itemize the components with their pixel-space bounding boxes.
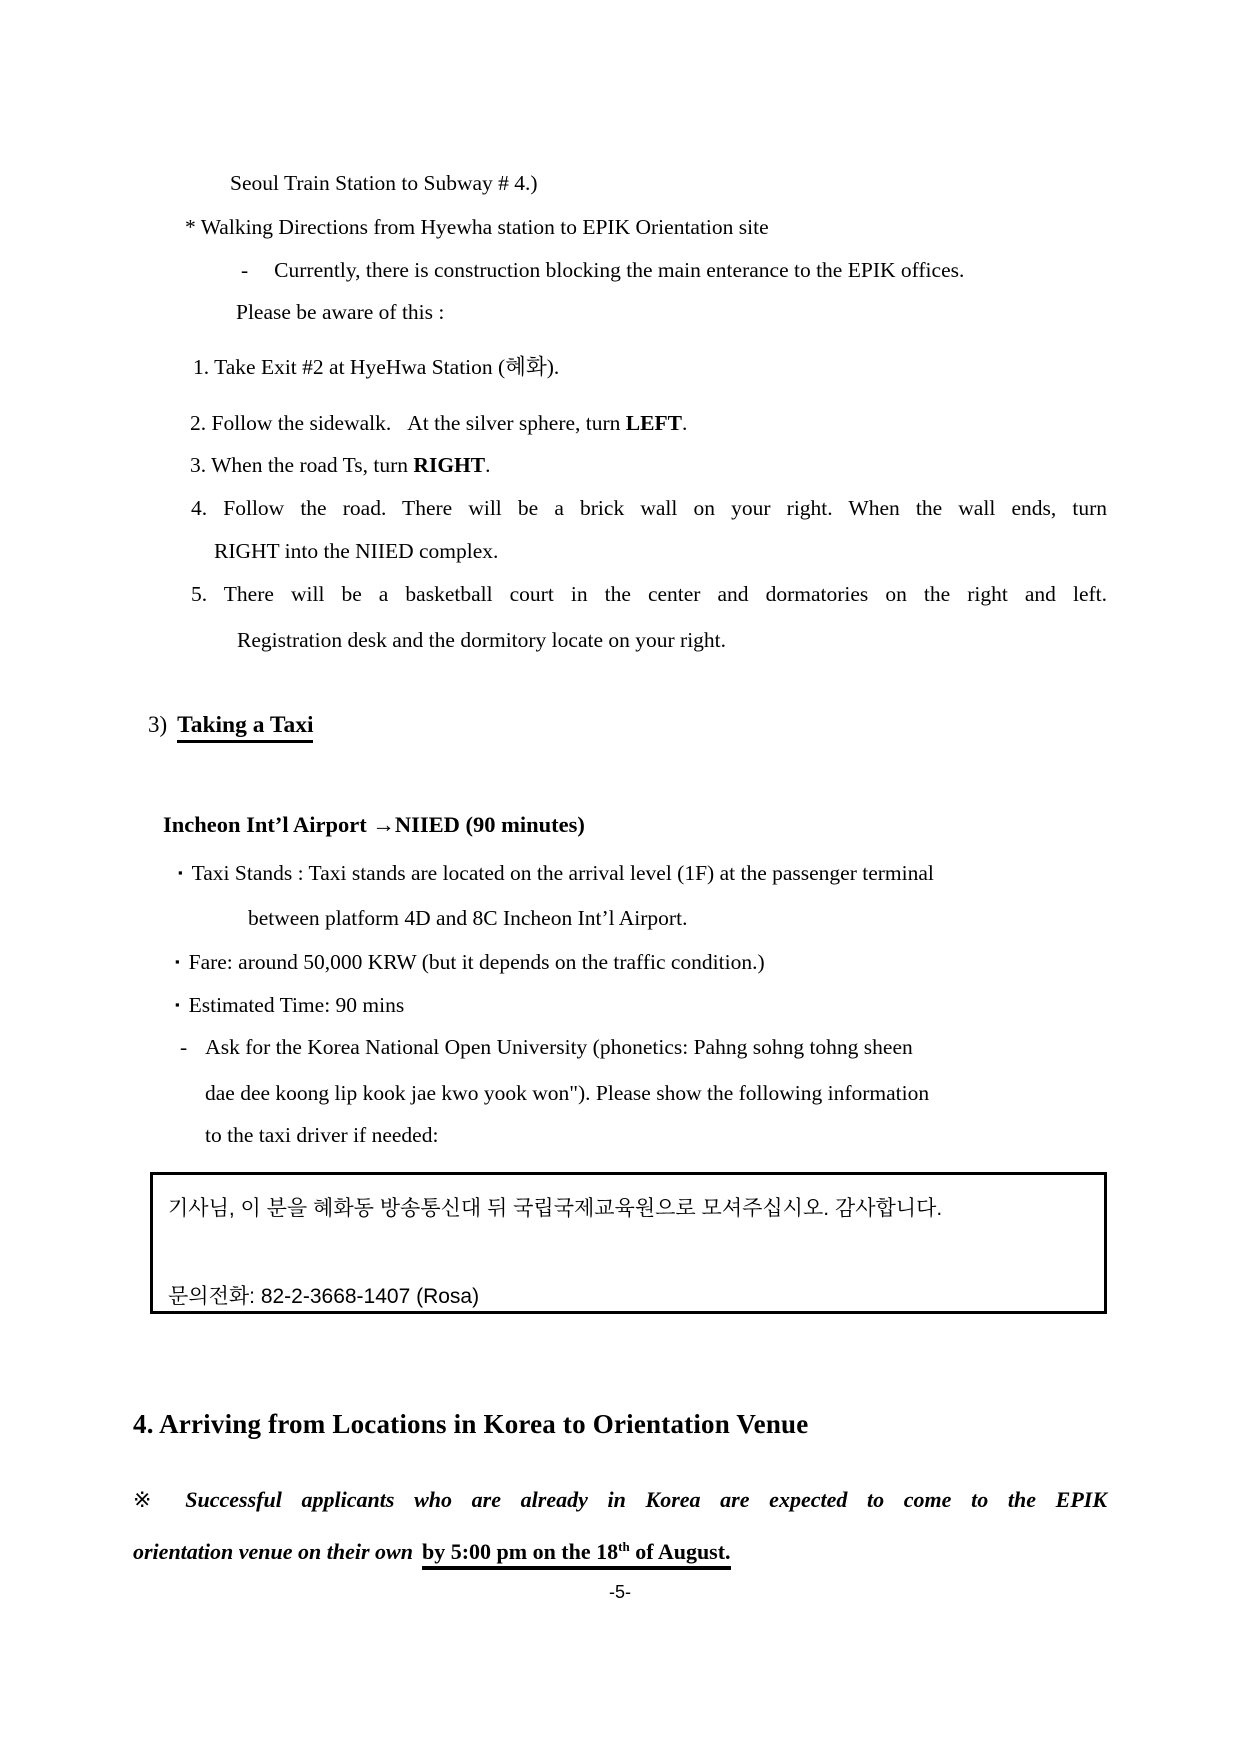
construction-note-text: Currently, there is construction blocking the main enterance to the EPIK offices. [274, 258, 965, 282]
driver-message-box [150, 1172, 1107, 1314]
note-line2-italic: orientation venue on their own [133, 1539, 413, 1564]
bullet-icon: ▪ [178, 865, 183, 880]
ask-line2: dae dee koong lip kook jae kwo yook won"). Please show the following information [205, 1081, 930, 1105]
driver-phone-line: 문의전화: 82-2-3668-1407 (Rosa) [168, 1285, 480, 1308]
step-1: 1. Take Exit #2 at HyeHwa Station (혜화). [193, 355, 560, 379]
dash-glyph: - [180, 1035, 188, 1059]
step-3-bold: RIGHT [413, 453, 486, 477]
estimated-time-text: Estimated Time: 90 mins [188, 993, 405, 1017]
taxi-section-number: 3) [148, 712, 168, 737]
step-4-line1: 4. Follow the road. There will be a brick wall on your right. When the wall ends, turn [191, 496, 1107, 520]
fare-text: Fare: around 50,000 KRW (but it depends on the traffic condition.) [188, 950, 765, 974]
ask-line1 [180, 1034, 913, 1060]
step-3-pre: 3. When the road Ts, turn [190, 453, 414, 477]
fare-line [175, 949, 765, 975]
taxi-stands-text: Taxi Stands : Taxi stands are located on the arrival level (1F) at the passenger terminal [191, 861, 934, 885]
deadline-superscript: th [618, 1539, 630, 1554]
subway-note-line: Seoul Train Station to Subway # 4.) [230, 171, 538, 195]
taxi-section-title: Taking a Taxi [177, 712, 313, 743]
taxi-section-heading [148, 712, 313, 738]
bullet-icon: ▪ [175, 997, 180, 1012]
ask-line1-text: Ask for the Korea National Open University (phonetics: Pahng sohng tohng sheen [205, 1035, 913, 1059]
step-5-line1: 5. There will be a basketball court in the center and dormatories on the right and left. [191, 582, 1107, 606]
airport-route-heading: Incheon Int’l Airport →NIIED (90 minutes) [163, 812, 585, 837]
note-line1-text: Successful applicants who are already in Korea are expected to come to the EPIK [185, 1487, 1108, 1512]
section4-note-line1 [133, 1487, 1107, 1513]
deadline-post: of August. [629, 1539, 731, 1564]
step-5-line2: Registration desk and the dormitory locate on your right. [237, 628, 727, 652]
taxi-stands-line1 [178, 860, 934, 886]
step-2 [190, 410, 687, 436]
deadline-phrase [422, 1539, 731, 1570]
step-3 [190, 452, 490, 478]
section4-note-line2 [133, 1534, 731, 1565]
dash-glyph: - [241, 258, 249, 282]
walking-directions-heading: * Walking Directions from Hyewha station to EPIK Orientation site [185, 215, 769, 239]
ask-line3: to the taxi driver if needed: [205, 1123, 439, 1147]
step-4-line2: RIGHT into the NIIED complex. [214, 539, 499, 563]
reference-mark-glyph: ※ [133, 1487, 166, 1512]
step-3-end: . [485, 453, 491, 477]
bullet-icon: ▪ [175, 954, 180, 969]
step-2-mid: At the silver sphere, turn [407, 411, 626, 435]
section4-heading: 4. Arriving from Locations in Korea to Orientation Venue [133, 1409, 809, 1439]
taxi-stands-line2: between platform 4D and 8C Incheon Int’l Airport. [248, 906, 688, 930]
step-2-pre: 2. Follow the sidewalk. [190, 411, 392, 435]
driver-korean-message: 기사님, 이 분을 혜화동 방송통신대 뒤 국립국제교육원으로 모셔주십시오. 감사합니다. [168, 1197, 943, 1220]
page-number: -5- [609, 1582, 631, 1602]
deadline-pre: by 5:00 pm on the 18 [421, 1539, 619, 1564]
step-2-bold: LEFT [625, 411, 682, 435]
construction-note-line [241, 257, 964, 283]
aware-note-line: Please be aware of this : [236, 300, 445, 324]
step-2-end: . [681, 411, 688, 435]
estimated-time-line [175, 992, 404, 1018]
